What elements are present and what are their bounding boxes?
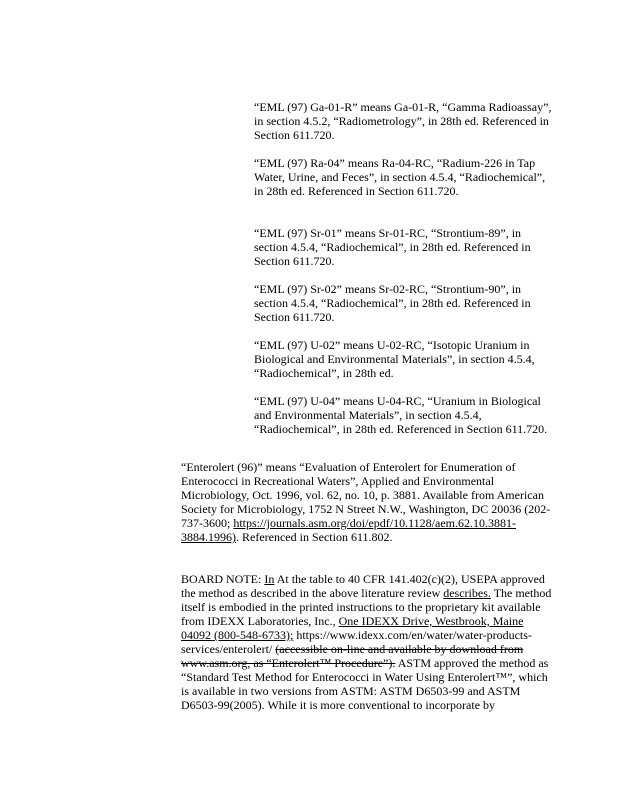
definition-eml-ra04: “EML (97) Ra-04” means Ra-04-RC, “Radium-226 in Tap Water, Urine, and Feces”, in section 4.5.4, “Radiochemical”, in 28th ed. Referenced in Section 611.720.	[254, 156, 546, 198]
definition-eml-sr01: “EML (97) Sr-01” means Sr-01-RC, “Strontium-89”, in section 4.5.4, “Radiochemical”, in 28th ed. Referenced in Section 611.720.	[254, 226, 531, 268]
board-note	[181, 572, 553, 712]
idexx-url-link[interactable]: https://www.idexx.com/en/water/water-products-services/enterolert/	[181, 628, 532, 656]
definition-enterolert	[181, 460, 553, 544]
board-note-text-3: ASTM approved the method as “Standard Test Method for Enterococci in Water Using Enterolert™”, which is available in two versions from ASTM: ASTM D6503-99 and ASTM D6503-99(2005). While it is more conventional to incorporate by	[181, 656, 549, 712]
definition-eml-ga01: “EML (97) Ga-01-R” means Ga-01-R, “Gamma Radioassay”, in section 4.5.2, “Radiometrology”, in 28th ed. Referenced in Section 611.720.	[254, 100, 552, 142]
board-note-text-2: The method itself is embodied in the printed instructions to the proprietary kit available from IDEXX Laboratories, Inc.,	[181, 586, 552, 628]
inserted-describes: describes.	[443, 586, 491, 600]
board-note-text-1: At the table to 40 CFR 141.402(c)(2), USEPA approved the method as described in the above literature review	[181, 572, 545, 600]
definition-eml-sr02: “EML (97) Sr-02” means Sr-02-RC, “Strontium-90”, in section 4.5.4, “Radiochemical”, in 28th ed. Referenced in Section 611.720.	[254, 282, 531, 324]
definition-eml-u02: “EML (97) U-02” means U-02-RC, “Isotopic Uranium in Biological and Environmental Materials”, in section 4.5.4, “Radiochemical”, in 28th ed.	[254, 338, 535, 380]
definition-eml-u04: “EML (97) U-04” means U-04-RC, “Uranium in Biological and Environmental Materials”, in section 4.5.4, “Radiochemical”, in 28th ed. Referenced in Section 611.720.	[254, 394, 548, 436]
enterolert-text: “Enterolert (96)” means “Evaluation of Enterolert for Enumeration of Enterococci in Recreational Waters”, Applied and Environmental Microbiology, Oct. 1996, vol. 62, no. 10, p. 3881. Available from American Society for Microbiology, 1752 N Street N.W., Washington, DC 20036 (202-737-3600;	[181, 460, 551, 530]
inserted-in: In	[264, 572, 275, 586]
inserted-idexx-address: One IDEXX Drive, Westbrook, Maine 04092 (800-548-6733);	[181, 614, 524, 642]
board-note-label: BOARD NOTE:	[181, 572, 262, 586]
enterolert-url-link[interactable]: https://journals.asm.org/doi/epdf/10.1128/aem.62.10.3881-3884.1996)	[181, 516, 516, 544]
enterolert-reference: . Referenced in Section 611.802.	[236, 530, 393, 544]
struck-text: (accessible on-line and available by download from www.asm.org, as “Enterolert™ Procedure”).	[181, 642, 524, 670]
